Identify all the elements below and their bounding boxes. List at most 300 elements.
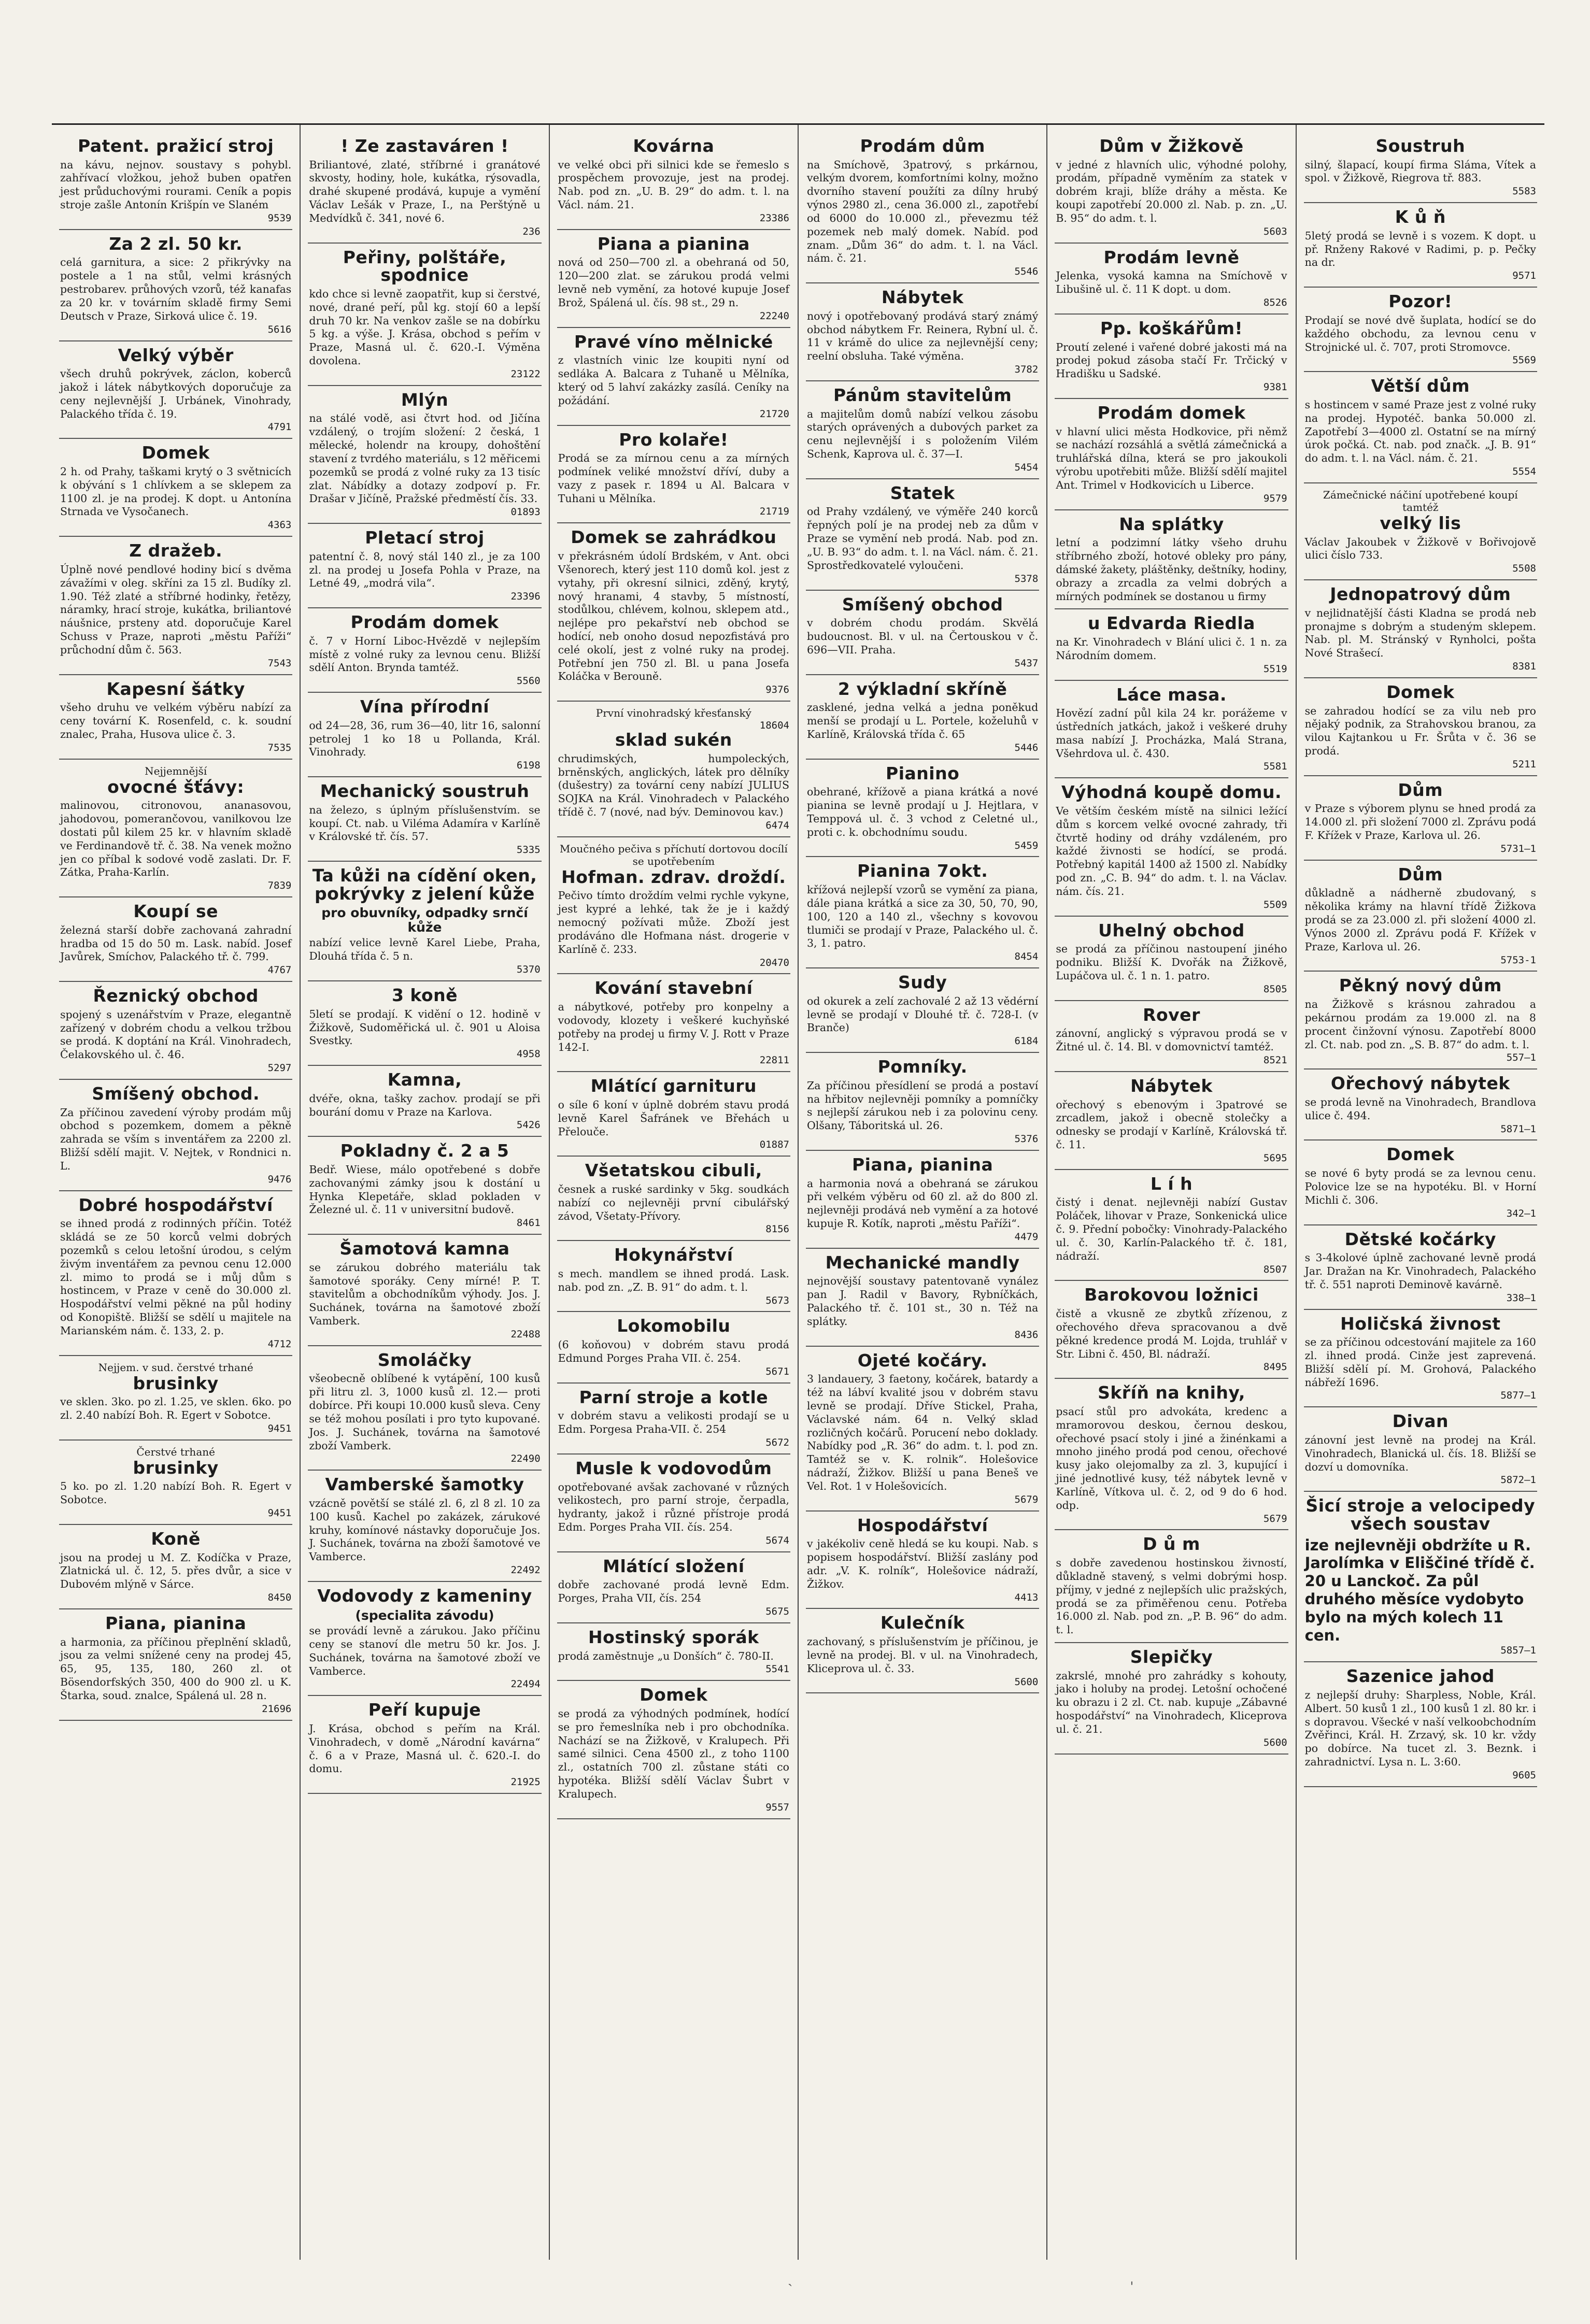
ad-reference-number: 8156 (765, 1223, 789, 1235)
classified-ad (1304, 678, 1537, 776)
ad-body-text: Za příčinou zavedení výroby prodám můj obchod s pozemkem, domem a pěkně zahrada se vším s inventářem za 2200 zl. Bližší sdělí majit. V. Nejtek, v Rondnici n. L. (60, 1106, 292, 1172)
ad-heading: Všetatskou cibuli, (585, 1160, 762, 1181)
ad-heading: Řeznický obchod (93, 986, 259, 1006)
column-5 (1046, 125, 1295, 2260)
ad-body-text: patentní č. 8, nový stál 140 zl., je za 100 zl. na prodej u Josefa Pohla v Praze, na Letné 49, „modrá vila“. (309, 550, 541, 590)
ad-reference-number: 5600 (1263, 1736, 1287, 1748)
classified-ad (59, 230, 292, 341)
classified-ad (59, 760, 292, 898)
ad-body-text: malinovou, citronovou, ananasovou, jahodovou, pomerančovou, vanilkovou lze dostati půl kilem 25 kr. v hlavním skladě ve Ferdinandově tř. č. 38. Na venek možno jen co příbal k sodové vodě zaslati. Dr. F. Zátka, Praha-Karlín. (60, 799, 292, 879)
classified-ad (308, 862, 541, 981)
ad-body-text: opotřebované avšak zachované v různých velikostech, pro parní stroje, čerpadla, hydranty, jakož i různé přístroje prodá Edm. Porges Praha VII. čís. 254. (558, 1480, 789, 1533)
ad-heading: ! Ze zastaváren ! (340, 136, 509, 156)
classified-ad (308, 1471, 541, 1582)
ad-heading: Domek (640, 1685, 708, 1705)
ad-reference-number: 8381 (1512, 661, 1536, 673)
ad-reference-number: 236 (522, 225, 541, 237)
ad-reference-number: 5583 (1512, 186, 1536, 197)
ad-heading: Domek (141, 443, 210, 463)
ad-body-text: 5letí se prodají. K vidění o 12. hodině v Žižkově, Sudoměřická ul. č. 901 u Aloisa Svestky. (309, 1007, 541, 1047)
ad-heading: Pokladny č. 2 a 5 (340, 1140, 509, 1161)
ad-reference-number: 8436 (1014, 1329, 1039, 1341)
ad-heading: Kovárna (633, 136, 715, 156)
ad-heading: Jednopatrový dům (1330, 584, 1511, 605)
ad-heading: brusinky (133, 1457, 219, 1478)
ad-body-text: Hovězí zadní půl kila 24 kr. porážeme v ústředních jatkách, jakož i veškeré druhy masa nabízí J. Procházka, Malá Strana, Všehrdova ul. č. 430. (1056, 707, 1287, 760)
classified-ad (308, 1235, 541, 1346)
ad-heading: Patent. pražicí stroj (78, 136, 274, 156)
ad-bold-text: ize nejlevněji obdržíte u R. Jarolímka v Eliščiné třídě č. 20 u Lanckoč. Za půl druhého měsíce vydobyto bylo na mých kolech 11 cen. (1304, 1536, 1535, 1644)
ad-body-text: se ihned prodá z rodinných příčin. Totéž skládá se ze 50 korců velmi dobrých pozemků s celou letošní úrodou, s celým živým inventářem za pevnou cenu 12.000 zl. mimo to prodá se i můj dům s hostincem, v Praze v ceně do 30.000 zl. Hospodářství velmi pěkné na půl hodiny od Konopiště. Bližší se sdělí u majitele na Marianském nám. č. 133, 2. p. (60, 1217, 292, 1337)
ad-preheading: První vinohradský křesťanský (595, 707, 751, 720)
ad-reference-number: 7535 (267, 742, 292, 753)
ad-body-text: 2 h. od Prahy, taškami krytý o 3 světnicích k obývání s 1 chlívkem a se sklepem za 1100 zl. je na prodej. K dopt. u Antonína Strnada ve Vysočanech. (60, 465, 292, 518)
ad-reference-number: 22488 (510, 1328, 541, 1340)
classified-ad (806, 591, 1039, 675)
ad-body-text: jsou na prodej u M. Z. Kodíčka v Praze, Zlatnická ul. č. 12, 5. přes dvůr, a sice v Dubovém mlýně v Sárce. (60, 1551, 292, 1591)
ad-reference-number: 5541 (765, 1663, 789, 1675)
classified-ad (1304, 1310, 1537, 1408)
ad-body-text: Bedř. Wiese, málo opotřebené s dobře zachovanými zámky jsou k dostání u Hynka Klepetáře, sklad pokladen v Železné ul. č. 11 v universitní budově. (309, 1163, 541, 1216)
classified-ad (557, 1241, 790, 1312)
classified-ad (1055, 778, 1288, 916)
ad-body-text: a harmonia, za příčinou přeplnění skladů, jsou za velmi snížené ceny na prodej 45, 65, 95, 135, 180, 260 zl. ot Bösendorfských 350, 400 do 900 zl. u K. Štarka, soud. znalce, Spálená ul. 28 n. (60, 1635, 292, 1702)
ad-body-text: s dobře zavedenou hostinskou živností, důkladně stavený, s velmi dobrými hosp. příjmy, v jedné z nejlepších ulic pražských, prodá se za přiměřenou cenu. Potřeba 16.000 zl. Nab. pod zn. „P. B. 96“ do adm. t. l. (1056, 1557, 1287, 1636)
ad-body-text: a majitelům domů nabízí velkou zásobu starých oprávených a dubových parket za cenu nejlevnější i s položením Vilém Schenk, Kaprova ul. č. 37—I. (806, 407, 1039, 461)
ad-reference-number: 01893 (510, 506, 541, 518)
classified-ad (557, 1552, 790, 1623)
ad-heading: Šamotová kamna (339, 1238, 510, 1259)
ad-reference-number: 21696 (262, 1703, 292, 1715)
classified-ad (59, 897, 292, 982)
ad-heading: Koupí se (133, 901, 218, 922)
classified-ad (1304, 580, 1537, 678)
classified-ad (308, 132, 541, 244)
ad-body-text: Prodá se za mírnou cenu a za mírných podmínek veliké množství dříví, duby a vazy z pasek r. 1894 u Al. Balcara v Tuhani u Mělníka. (558, 452, 789, 505)
classified-ad (806, 968, 1039, 1053)
ad-heading: Pp. koškářům! (1100, 318, 1243, 338)
classified-ad (1304, 288, 1537, 372)
ad-reference-number: 5674 (765, 1534, 789, 1546)
ad-body-text: s hostincem v samé Praze jest z volné ruky na prodej. Hypotéč. banka 50.000 zl. Zapotřebí 3—4000 zl. Ostatní se na mírný úrok počká. Ct. nab. pod značk. „J. B. 91“ do adm. t. l. na Václ. nám. č. 21. (1304, 398, 1536, 465)
ad-reference-number: 01887 (759, 1139, 789, 1151)
ad-reference-number: 5378 (1014, 573, 1039, 584)
classified-ad (308, 386, 541, 524)
ad-reference-number: 9376 (765, 684, 789, 696)
ad-heading: Láce masa. (1116, 684, 1227, 705)
classified-ad (806, 479, 1039, 591)
ad-reference-number: 5376 (1014, 1133, 1039, 1145)
ad-heading: Domek (1386, 681, 1455, 702)
ad-heading: Prodám levně (1103, 247, 1240, 267)
classified-ad (806, 132, 1039, 283)
ad-reference-number: 8450 (267, 1592, 292, 1604)
ad-heading: Parní stroje a kotle (579, 1387, 769, 1407)
ad-reference-number: 21720 (759, 408, 789, 420)
ad-reference-number: 5857—1 (1500, 1645, 1536, 1657)
ad-heading: Dětské kočárky (1344, 1229, 1497, 1249)
classified-ad (1304, 861, 1537, 972)
ad-heading: Šicí stroje a velocipedy všech soustav (1305, 1495, 1536, 1534)
classified-ad (308, 524, 541, 608)
classified-ad (1304, 203, 1537, 288)
ad-reference-number: 7839 (267, 880, 292, 892)
ad-reference-number: 5459 (1014, 839, 1039, 851)
classified-ad (557, 523, 790, 702)
classified-ad (1055, 1170, 1288, 1281)
ad-reference-number: 8507 (1263, 1263, 1287, 1275)
ad-body-text: zánovní, anglický s výpravou prodá se v Žitné ul. č. 14. Bl. v domovnictví tamtéž. (1056, 1027, 1287, 1053)
classified-ad (806, 1151, 1039, 1249)
ad-reference-number: 6198 (516, 760, 541, 772)
ad-reference-number: 5871—1 (1500, 1123, 1536, 1135)
ad-heading: Slepičky (1130, 1647, 1213, 1667)
ad-heading: Hostinský sporák (588, 1627, 759, 1647)
classified-ad (557, 1623, 790, 1681)
ad-reference-number: 22494 (510, 1678, 541, 1690)
ad-reference-number: 342—1 (1506, 1207, 1536, 1219)
page-bottom-marks (0, 2270, 1590, 2290)
ad-body-text: dvéře, okna, tašky zachov. prodají se při bourání domu v Praze na Karlova. (309, 1092, 541, 1118)
ad-heading: Ojeté kočáry. (857, 1350, 988, 1371)
classified-ad (557, 1312, 790, 1383)
ad-body-text: psací stůl pro advokáta, kredenc a mramorovou deskou, černou deskou, ořechové psací stoly i jiné a žinénkami a mnoho jiného prodá pod cenou, ořechové kusy jako olejomalby za zl. 3, kupující i jiné jednotlivé kusy, též nábytek levně v Karlíně, Vítkova ul. č. 2, od 9 do 6 hod. odp. (1056, 1405, 1287, 1512)
ad-body-text: Briliantové, zlaté, stříbrné i granátové skvosty, hodiny, hole, kukátka, rýsovadla, drahé skupené prodává, kupuje a vymění Václav Lešák v Praze, I., na Perštýně u Medvídků č. 341, nové 6. (309, 158, 541, 224)
classified-ad (59, 1441, 292, 1525)
ad-reference-number: 4413 (1014, 1591, 1039, 1603)
classified-ad (59, 341, 292, 439)
ad-reference-number: 5872—1 (1500, 1474, 1536, 1486)
ad-reference-number: 5426 (516, 1119, 541, 1131)
classified-ad (557, 1157, 790, 1241)
ad-heading: Mlátící garnituru (590, 1076, 757, 1096)
ad-heading: Za 2 zl. 50 kr. (109, 233, 243, 254)
ad-heading: Hokynářství (614, 1245, 733, 1265)
ad-body-text: na Žižkově s krásnou zahradou a pekárnou prodám za 19.000 zl. na 8 procent činžovní výnosu. Zapotřebí 8000 zl. Ct. nab. pod zn. „S. B. 87“ do adm. t. l. (1304, 998, 1536, 1051)
ad-heading: Ořechový nábytek (1330, 1073, 1510, 1094)
classified-ad (1055, 244, 1288, 315)
classified-ad (1055, 681, 1288, 779)
classified-ad (806, 1249, 1039, 1347)
ad-body-text: se zahradou hodící se za vilu neb pro nějaký podnik, za Strahovskou branou, za vilou Kajtankou u Fr. Šrůta v č. 36 se prodá. (1304, 704, 1536, 758)
ad-reference-number: 21925 (510, 1776, 541, 1788)
ad-heading: Pozor! (1388, 291, 1453, 312)
classified-ad (1304, 1407, 1537, 1492)
ad-body-text: (6 koňovou) v dobrém stavu prodá Edmund Porges Praha VII. č. 254. (558, 1338, 789, 1364)
classified-ad (59, 132, 292, 230)
classified-ad (308, 1137, 541, 1235)
classified-ad (1304, 1140, 1537, 1225)
classified-ad (1055, 399, 1288, 510)
ad-heading: Z dražeb. (129, 540, 223, 561)
ad-reference-number: 22240 (759, 310, 789, 322)
ad-body-text: v hlavní ulici města Hodkovice, při němž se nachází rozsáhlá a světlá zámečnická a truhlářská dílna, která se pro jakoukoli výrobu upotřebiti může. Bližší sdělí majitel Ant. Trimel v Hodkovicích u Liberce. (1056, 425, 1287, 491)
column-4 (798, 125, 1046, 2260)
ad-body-text: v Praze s výborem plynu se hned prodá za 14.000 zl. při složení 7000 zl. Zprávu podá F. Křížek v Praze, Karlova ul. 26. (1304, 802, 1536, 842)
ad-body-text: česnek a ruské sardinky v 5kg. soudkách nabízí co nejlevněji první cibulářský závod, Všetaty-Přívory. (558, 1182, 789, 1222)
ad-reference-number: 8454 (1014, 951, 1039, 963)
ad-body-text: od okurek a zelí zachovalé 2 až 13 vědérní levně se prodají v Dlouhé tř. č. 728-I. (v Branče) (806, 994, 1039, 1034)
ad-preheading: Nejjem. v sud. čerstvé trhané (98, 1361, 253, 1374)
ad-body-text: nejnovější soustavy patentovaně vynález pan J. Radil v Bavory, Rybníčkách, Palackého tř. č. 101 st., 30 n. Též na splátky. (806, 1275, 1039, 1328)
classified-ad (1304, 132, 1537, 203)
ad-reference-number: 9571 (1512, 270, 1536, 282)
ad-body-text: zachovaný, s příslušenstvím je příčinou, je levně na prodej. Bl. v ul. na Vinohradech, Kliceprova ul. č. 33. (806, 1635, 1039, 1675)
classified-ad (1055, 1001, 1288, 1072)
classified-ad (308, 1696, 541, 1794)
classified-ad (59, 1191, 292, 1356)
ad-body-text: všeobecně oblíbené k vytápění, 100 kusů při litru zl. 3, 1000 kusů zl. 12.— proti dobírce. Při koupi 10.000 kusů sleva. Ceny se též mohou posílati i pro tyto kupované. Jos. J. Suchánek, továrna na šamotové zboží Vamberk. (309, 1372, 541, 1452)
ad-heading: Hospodářství (857, 1515, 988, 1535)
ad-heading: Peřiny, polštáře, spodnice (343, 247, 507, 286)
ad-reference-number: 3782 (1014, 364, 1039, 376)
ad-body-text: a nábytkové, potřeby pro konpelny a vodovody, klozety i veškeré kuchyňské potřeby na prodej u firmy V. J. Rott v Praze 142-I. (558, 1001, 789, 1053)
ad-body-text: silný, šlapací, koupí firma Sláma, Vítek a spol. v Žižkově, Riegrova tř. 883. (1304, 158, 1536, 184)
ad-body-text: s mech. mandlem se ihned prodá. Lask. nab. pod zn. „Z. B. 91“ do adm. t. l. (558, 1267, 789, 1293)
ad-body-text: v jakékoliv ceně hledá se ku koupi. Nab. s popisem hospodářství. Bližší zaslány pod adr. „V. K. rolník“, Holešovice nádraží, Žižkov. (806, 1537, 1039, 1590)
ad-heading: Prodám domek (1097, 402, 1246, 423)
ad-heading: Holičská živnost (1340, 1313, 1501, 1334)
ad-body-text: se prodá za výhodných podmínek, hodící se pro řemeslníka neb i pro obchodníka. Nachází se na Žižkově, v Kralupech. Při samé silnici. Cena 4500 zl., z toho 1100 zl., ostatních 700 zl. zůstane státi co hypotéka. Bližší sdělí Václav Šubrt v Kralupech. (558, 1707, 789, 1800)
classified-ad (806, 857, 1039, 968)
ad-reference-number: 5679 (1014, 1493, 1039, 1505)
ad-heading: Rover (1143, 1004, 1200, 1025)
ad-reference-number: 22811 (759, 1054, 789, 1066)
ad-heading: Sazenice jahod (1346, 1666, 1495, 1687)
ad-heading: Soustruh (1375, 136, 1466, 156)
print-mark: ˌ (1130, 2270, 1134, 2287)
classified-ad (1304, 776, 1537, 861)
ad-heading: Mechanický soustruh (320, 781, 530, 802)
ad-body-text: vzácně povětší se stálé zl. 6, zl 8 zl. 10 za 100 kusů. Kachel po zakázek, zárukové kruhy, komínové nástavky doporučuje Jos. J. Suchánek, továrna na zboží šamotové ve Vamberce. (309, 1496, 541, 1563)
classified-ad (59, 439, 292, 537)
ad-reference-number: 5679 (1263, 1513, 1287, 1524)
ad-heading: Peří kupuje (368, 1700, 481, 1720)
ad-body-text: se za příčinou odcestování majitele za 160 zl. ihned prodá. Cinže jest zaprevená. Bližší sdělí pí. M. Grohová, Palackého nábřeží 1696. (1304, 1336, 1536, 1389)
ad-reference-number: 9579 (1263, 492, 1287, 504)
ad-body-text: ořechový s ebenovým i 3patrové se zrcadlem, jakož i obecně stolečky a odnesky se prodají v Karlíně, Královská tř. č. 11. (1056, 1098, 1287, 1151)
ad-heading: Nábytek (1130, 1075, 1213, 1096)
ad-reference-number: 9605 (1512, 1769, 1536, 1781)
ad-body-text: obehrané, křížově a piana krátká a nové pianina se levně prodají u J. Hejtlara, v Temppová ul. č. 3 vchod z Celetné ul., proti c. k. obchodnímu soudu. (806, 786, 1039, 838)
ad-heading: Kamna, (387, 1070, 462, 1090)
ad-body-text: se prodá za příčinou nastoupení jiného podniku. Bližší K. Dvořák na Žižkově, Lupáčova ul. č. 1 n. 1. patro. (1056, 943, 1287, 982)
classified-ad (1055, 1281, 1288, 1379)
ad-heading: 3 koně (391, 985, 458, 1006)
ad-body-text: Úplně nové pendlové hodiny bicí s dvěma závažími v oleg. skříni za 15 zl. Budíky zl. 1.90. Též zlaté a stříbrné hodinky, řetězy, náramky, hrací stroje, kukátka, briliantové náušnice, prsteny atd. doporučuje Karel Schuss v Praze, naproti „městu Paříži“ průchodní dům č. 563. (60, 563, 292, 656)
classified-ad (557, 1384, 790, 1455)
ad-body-text: Prodají se nové dvě šuplata, hodící se do každého obchodu, za levnou cenu v Strojnické ul. č. 707, proti Stromovce. (1304, 313, 1536, 353)
classified-ad (806, 760, 1039, 858)
ad-body-text: na železo, s úplným příslušenstvím. se koupí. Ct. nab. u Viléma Adamíra v Karlíně v Královské tř. čís. 57. (309, 803, 541, 843)
ad-reference-number: 5569 (1512, 354, 1536, 366)
ad-body-text: 5letý prodá se levně i s vozem. K dopt. u př. Rnženy Rakové v Radimi, p. p. Pečky na dr. (1304, 229, 1536, 269)
classified-ad (557, 702, 790, 837)
ad-reference-number: 9557 (765, 1801, 789, 1813)
ad-reference-number: 5581 (1263, 761, 1287, 773)
ad-heading: Divan (1392, 1411, 1449, 1432)
ad-body-text: v dobrém chodu prodám. Skvělá budoucnost. Bl. v ul. na Čertouskou v č. 696—VII. Praha. (806, 617, 1039, 656)
ad-heading: Piana, pianina (105, 1613, 247, 1633)
ad-reference-number: 557—1 (1506, 1052, 1536, 1064)
ad-body-text: zasklené, jedna velká a jedna poněkud menší se prodají u L. Portele, koželuhů v Karlíně, Královská třída č. 65 (806, 701, 1039, 740)
ad-reference-number: 5877—1 (1500, 1390, 1536, 1402)
classified-ad (1304, 483, 1537, 580)
ad-heading: Vodovody z kameniny (317, 1585, 532, 1606)
ad-body-text: Ve větším českém místě na silnici ležící dům s korcem velké ovocné zahrady, tři čtvrtě hodiny od dráhy vzdáleném, pro každé živnosti se hodící, se prodá. Potřebný kapitál 1400 až 1500 zl. Nabídky pod zn. „C. B. 94“ do adm. t. l. na Václav. nám. čís. 21. (1056, 805, 1287, 897)
classified-ad (59, 1525, 292, 1609)
classified-ad (1055, 510, 1288, 610)
ad-heading: Domek (1386, 1144, 1455, 1165)
ad-body-text: Za příčinou přesídlení se prodá a postaví na hřbitov nejlevněji pomníky a pomníčky s nejlepší zárukou neb i za polovinu ceny. Olšany, Táboritská ul. 26. (806, 1079, 1039, 1132)
classified-ad (1055, 609, 1288, 680)
ad-heading: Smíšený obchod. (92, 1083, 260, 1104)
classified-ad (59, 982, 292, 1080)
ad-heading: Ta kůži na cídění oken, pokrývky z jelení kůže (312, 865, 537, 904)
ad-reference-number: 23122 (510, 368, 541, 380)
ad-heading: Pravé víno mělnické (574, 331, 773, 352)
classified-ad (557, 230, 790, 328)
ad-heading: Hofman. zdrav. droždí. (561, 866, 786, 887)
ad-reference-number: 21719 (759, 506, 789, 518)
ad-body-text: křížová nejlepší vzorů se vymění za piana, dále piana krátká a sice za 30, 50, 70, 90, 100, 120 a 140 zl., všechny s kovovou tlumiči se prodají v Praze, Palackého ul. č. 3, 1. patro. (806, 883, 1039, 950)
ad-reference-number: 5616 (267, 323, 292, 335)
ad-heading: Piana a pianina (597, 233, 750, 254)
ad-body-text: 5 ko. po zl. 1.20 nabízí Boh. R. Egert v Sobotce. (60, 1480, 292, 1506)
ad-heading: Mlátící složení (603, 1556, 745, 1576)
classified-ad (308, 1066, 541, 1137)
classified-ad (557, 837, 790, 975)
ad-body-text: se nové 6 byty prodá se za levnou cenu. Polovice lze se na hypotéku. Bl. v Horní Michli č. 306. (1304, 1167, 1536, 1206)
ad-reference-number: 5335 (516, 844, 541, 856)
ad-body-text: na kávu, nejnov. soustavy s pohybl. zahřívací vložkou, jehož buben opatřen jest průduchovými rourami. Ceník a popis stroje zašle Antonín Krišpín ve Slaném (60, 158, 292, 211)
ad-heading: Výhodná koupě domu. (1061, 782, 1282, 803)
ad-body-text: Jelenka, vysoká kamna na Smíchově v Libušině ul. č. 11 K dopt. u dom. (1056, 269, 1287, 296)
ad-reference-number: 5554 (1512, 466, 1536, 477)
ad-heading: Dům (1398, 779, 1443, 800)
ad-body-text: se prodá levně na Vinohradech, Brandlova ulice č. 494. (1304, 1095, 1536, 1122)
ad-reference-number: 23386 (759, 212, 789, 224)
column-2 (300, 125, 548, 2260)
ad-body-text: všech druhů pokrývek, záclon, koberců jakož i látek nábytkových doporučuje za ceny nejlevnější J. Urbánek, Vinohrady, Palackého třída č. 19. (60, 367, 292, 420)
classified-ad (1304, 1070, 1537, 1140)
ad-reference-number: 22492 (510, 1564, 541, 1576)
ad-reference-number: 5675 (765, 1606, 789, 1617)
ad-reference-number: 5370 (516, 964, 541, 976)
ad-body-text: od Prahy vzdálený, ve výměře 240 korců řepných polí je na prodej neb za dům v Praze se vymění neb prodá. Nab. pod zn. „U. B. 93“ do adm. t. l. na Václ. nám. č. 21. Sprostředkovatelé vyloučeni. (806, 505, 1039, 572)
ad-body-text: celá garnitura, a sice: 2 přikrývky na postele a 1 na stůl, velmi krásných pestrobarev. průhových vzorů, též kanafas za 20 kr. v továrním skladě firmy Semi Deutsch v Praze, Sirková ulice č. 19. (60, 256, 292, 322)
classified-ad (59, 1356, 292, 1441)
classified-ad (59, 537, 292, 675)
ad-reference-number: 23396 (510, 591, 541, 603)
ad-body-text: ve velké obci při silnici kde se řemeslo s prospěchem provozuje, jest na prodej. Nab. pod zn. „U. B. 29“ do adm. t. l. na Václ. nám. 21. (558, 158, 789, 211)
ad-heading: L í h (1150, 1173, 1193, 1194)
ad-heading: u Edvarda Riedla (1088, 613, 1255, 634)
classified-ad (806, 1512, 1039, 1609)
ad-heading: Nábytek (881, 287, 964, 308)
ad-reference-number: 22490 (510, 1453, 541, 1465)
ad-body-text: spojený s uzenářstvím v Praze, elegantně zařízený v dobrém chodu a velkou tržbou se prodá. K doptání na Král. Vinohradech, Čelakovského ul. č. 46. (60, 1008, 292, 1061)
ad-heading: Velký výběr (118, 345, 234, 365)
classified-ad (557, 328, 790, 426)
ad-body-text: zánovní jest levně na prodej na Král. Vinohradech, Blanická ul. čís. 18. Bližší se dozví u domovníka. (1304, 1434, 1536, 1473)
ad-heading: Dobré hospodářství (78, 1194, 273, 1215)
ad-body-text: se provádí levně a zárukou. Jako příčinu ceny se stanoví dle metru 50 kr. Jos. J. Suchánek, továrna na šamotové zboží ve Vamberce. (309, 1624, 541, 1677)
ad-heading: Statek (890, 482, 955, 503)
ad-heading: D ů m (1143, 1534, 1200, 1555)
ad-reference-number: 18604 (759, 720, 789, 732)
classified-ad (1304, 972, 1537, 1070)
ad-body-text: důkladně a nádherně zbudovaný, s několika krámy na hlavní třídě Žižkova prodá se za 23.000 zl. při složení 4000 zl. Výnos 2000 zl. Zprávu podá F. Křížek v Praze, Karlova ul. 26. (1304, 887, 1536, 953)
column-6 (1296, 125, 1544, 2260)
ad-body-text: zakrslé, mnohé pro zahrádky s kohouty, jako i holuby na prodej. Letošní ochočené ku obrazu i 2 zl. Ct. nab. kupuje „Zábavné hospodářství“ na Vinohradech, Kliceprova ul. č. 21. (1056, 1669, 1287, 1735)
ad-body-text: chrudimských, humpoleckých, brněnských, anglických, látek pro dělníky (dušestry) za tovární ceny nabízí JULIUS SOJKA na Král. Vinohradech v Palackého třídě č. 7 (nové, nad býv. Deminovou kav.) (558, 752, 789, 819)
ad-body-text: všeho druhu ve velkém výběru nabízí za ceny tovární K. Rosenfeld, c. k. soudní znalec, Praha, Husova ulice č. 3. (60, 701, 292, 740)
ad-body-text: Pečivo tímto droždím velmi rychle vykyne, jest kypré a lehké, tak že je i každý nemocný požívati může. Zboží jest prodáváno dle Hofmana nást. drogerie v Karlíně č. 233. (558, 889, 789, 956)
classified-ad (806, 1053, 1039, 1151)
column-1 (52, 125, 300, 2260)
classified-ad (1055, 132, 1288, 244)
ad-body-text: s 3-4kolové úplně zachované levně prodá Jar. Dražan na Kr. Vinohradech, Palackého tř. č. 551 naproti Deminově kavárně. (1304, 1251, 1536, 1291)
classified-ad (557, 1681, 790, 1819)
ad-reference-number: 4767 (267, 964, 292, 976)
ad-body-text: na stálé vodě, asi čtvrt hod. od Jičína vzdálený, o trojím složení: 2 česká, 1 mělecké, holendr na kroupy, dohoštění stavení z tvrdého materiálu, s 12 měřicemi pozemků se prodá z volné ruky za 13 tisíc zlat. Nábídky a dotazy zodpoví p. Fr. Drašar v Jičíně, Pražské předměstí čís. 33. (309, 412, 541, 505)
ad-reference-number: 7543 (267, 657, 292, 669)
ad-body-text: a harmonia nová a obehraná se zárukou při velkém výběru od 60 zl. až do 800 zl. nejlevněji prodává neb vymění a za hotové kupuje R. Kotík, naproti „městu Paříži“. (806, 1177, 1039, 1230)
ad-reference-number: 8495 (1263, 1361, 1287, 1373)
ad-reference-number: 4479 (1014, 1231, 1039, 1243)
ad-heading: Lokomobilu (617, 1316, 731, 1336)
column-3 (549, 125, 798, 2260)
ad-body-text: z vlastních vinic lze koupiti nyní od sedláka A. Balcara z Tuhaně u Mělníka, který od 5 lahví zakázky zasílá. Ceníky na požádání. (558, 354, 789, 407)
classified-ad (308, 981, 541, 1066)
ad-body-text: v jedné z hlavních ulic, výhodné polohy, prodám, případně vyměním za statek v dobrém kraji, blíže dráhy a města. Ke koupi zapotřebí 20.000 zl. Nab. p. zn. „U. B. 95“ do adm. t. l. (1056, 158, 1287, 224)
classified-ad (1304, 372, 1537, 483)
ad-body-text: č. 7 v Horní Liboc-Hvězdě v nejlepším místě z volné ruky za levnou cenu. Bližší sdělí Anton. Brynda tamtéž. (309, 634, 541, 674)
classified-ad (308, 244, 541, 386)
ad-body-text: čistý i denat. nejlevněji nabízí Gustav Poláček, lihovar v Praze, Sonkenická ulice č. 9. Přední pobočky: Vinohrady-Palackého ul. č. 30, Karlín-Palackého tř. č. 181, nádraží. (1056, 1196, 1287, 1262)
ad-heading: Vína přírodní (360, 696, 490, 717)
ad-reference-number: 338—1 (1506, 1292, 1536, 1304)
ad-reference-number: 4958 (516, 1048, 541, 1060)
ad-reference-number: 4791 (267, 421, 292, 433)
ad-heading: Na splátky (1119, 514, 1224, 534)
classified-ad (1055, 1379, 1288, 1530)
classified-ad (557, 974, 790, 1072)
ad-reference-number: 5753-1 (1500, 954, 1536, 966)
classified-ad (308, 777, 541, 862)
classified-ad (1055, 1530, 1288, 1643)
ad-heading: K ů ň (1395, 207, 1446, 227)
ad-heading: Pánům stavitelům (833, 385, 1012, 405)
classified-ad (806, 1347, 1039, 1512)
classified-ad (59, 1080, 292, 1191)
ad-body-text: od 24—28, 36, rum 36—40, litr 16, salonní petrolej 1 ko 18 u Pollanda, Král. Vinohrady. (309, 719, 541, 759)
classified-ad (1304, 1492, 1537, 1662)
ad-heading: Pianino (886, 763, 960, 783)
ad-body-text: Proutí zelené i vařené dobré jakosti má na prodej pokud zásoba stačí Fr. Trčický v Hradišku u Sadské. (1056, 340, 1287, 380)
ad-heading: Sudy (898, 972, 947, 993)
ad-reference-number: 6474 (765, 819, 789, 831)
ad-heading: Uhelný obchod (1098, 920, 1245, 940)
classified-ad (1055, 1643, 1288, 1755)
ad-reference-number: 6184 (1014, 1035, 1039, 1047)
ad-body-text: letní a podzimní látky všeho druhu stříbrného zboží, hotové obleky pro pány, dámské žakety, pláštěnky, deštníky, hodiny, obrazy a zrcadla za velmi dobrých a mírných podmínek se dostanou u firmy (1056, 536, 1287, 603)
ad-reference-number: 5673 (765, 1294, 789, 1306)
ad-body-text: čistě a vkusně ze zbytků zřízenou, z ořechového dřeva spracovanou a dvě pěkné kredence prodá M. Lojda, truhlář v Str. Libni č. 450, Bl. nádraží. (1056, 1307, 1287, 1360)
ad-body-text: nový i opotřebovaný prodává starý známý obchod nábytkem Fr. Reinera, Rybní ul. č. 11 v krámě do ulice za nejlevnější ceny; reelní obsluha. Také výměna. (806, 309, 1039, 363)
ad-heading: Skříň na knihy, (1098, 1382, 1245, 1403)
